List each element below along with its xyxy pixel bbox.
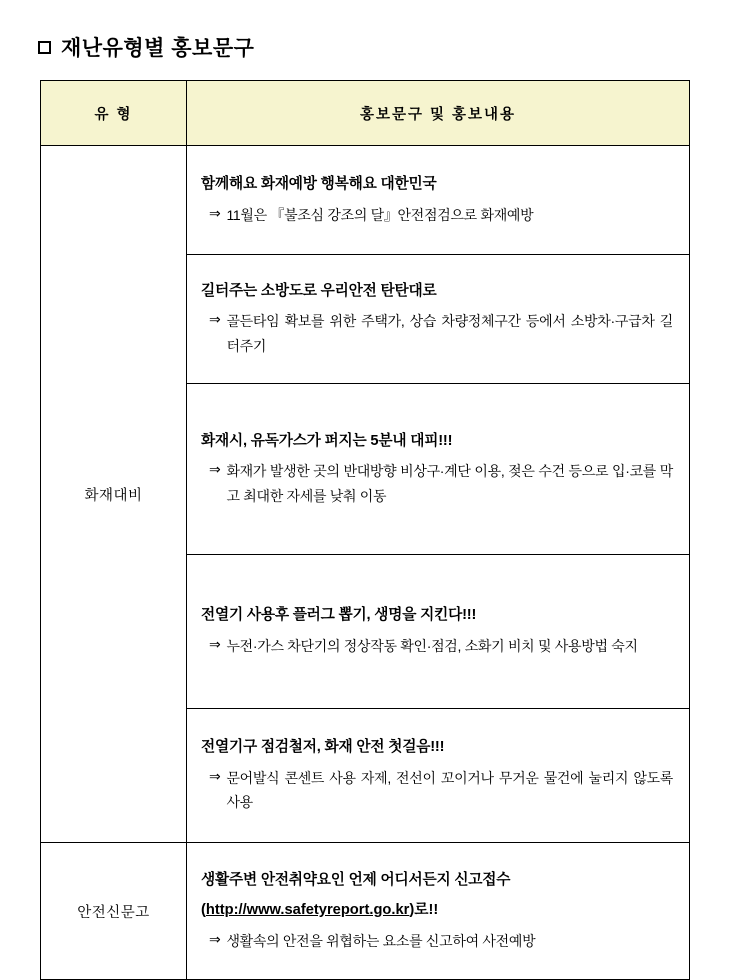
headline-text: 전열기 사용후 플러그 뽑기, 생명을 지킨다!!!: [201, 607, 477, 624]
url-prefix: (: [201, 901, 206, 918]
detail-text: 문어발식 콘센트 사용 자제, 전선이 꼬이거나 무거운 물건에 눌리지 않도록 사용: [226, 769, 673, 811]
detail-line: [201, 766, 673, 815]
detail-line: [201, 309, 673, 358]
content-cell: [187, 709, 690, 843]
square-marker-icon: [38, 41, 51, 54]
arrow-icon: ⇒: [209, 930, 221, 947]
page-title-text: 재난유형별 홍보문구: [61, 37, 255, 60]
arrow-icon: ⇒: [209, 461, 221, 478]
content-cell: [187, 843, 690, 980]
headline-text: 생활주변 안전취약요인 언제 어디서든지 신고접수: [201, 871, 511, 888]
safety-report-url[interactable]: http://www.safetyreport.go.kr: [205, 901, 410, 918]
arrow-icon: ⇒: [209, 636, 221, 653]
detail-text: 생활속의 안전을 위협하는 요소를 신고하여 사전예방: [226, 932, 536, 949]
content-cell: [187, 146, 690, 255]
detail-line: [201, 634, 673, 659]
promo-table: [40, 80, 690, 980]
url-suffix: )로!!: [409, 901, 439, 918]
detail-text: 골든타임 확보를 위한 주택가, 상습 차량정체구간 등에서 소방차·구급차 길 터주기: [226, 313, 673, 354]
detail-line: [201, 459, 673, 508]
arrow-icon: ⇒: [209, 204, 221, 221]
type-cell-fire: 화재대비: [41, 146, 187, 843]
detail-text: 11월은 『불조심 강조의 달』안전점검으로 화재예방: [226, 206, 534, 223]
table-row: [41, 146, 690, 255]
headline-text: 함께해요 화재예방 행복해요 대한민국: [201, 175, 437, 192]
page-title: [38, 32, 696, 62]
column-header-type: 유 형: [41, 81, 187, 146]
content-cell: [187, 555, 690, 709]
content-cell: [187, 255, 690, 384]
detail-line: [201, 203, 673, 228]
headline-text: 전열기구 점검철저, 화재 안전 첫걸음!!!: [201, 739, 445, 756]
headline-text: 화재시, 유독가스가 퍼지는 5분내 대피!!!: [201, 432, 453, 449]
detail-text: 누전·가스 차단기의 정상작동 확인·점검, 소화기 비치 및 사용방법 숙지: [226, 638, 638, 655]
url-line: [201, 899, 673, 922]
arrow-icon: ⇒: [209, 311, 221, 328]
table-body: [41, 146, 690, 980]
table-header: [41, 81, 690, 146]
detail-text: 화재가 발생한 곳의 반대방향 비상구·계단 이용, 젖은 수건 등으로 입·코를 막고 최대한 자세를 낮춰 이동: [226, 463, 673, 504]
detail-line: [201, 929, 673, 954]
column-header-content: 홍보문구 및 홍보내용: [187, 81, 690, 146]
table-header-row: [41, 81, 690, 146]
table-row: [41, 843, 690, 980]
type-cell-safety-report: 안전신문고: [41, 843, 187, 980]
arrow-icon: ⇒: [209, 767, 221, 784]
headline-text: 길터주는 소방도로 우리안전 탄탄대로: [201, 282, 437, 299]
content-cell: [187, 384, 690, 555]
